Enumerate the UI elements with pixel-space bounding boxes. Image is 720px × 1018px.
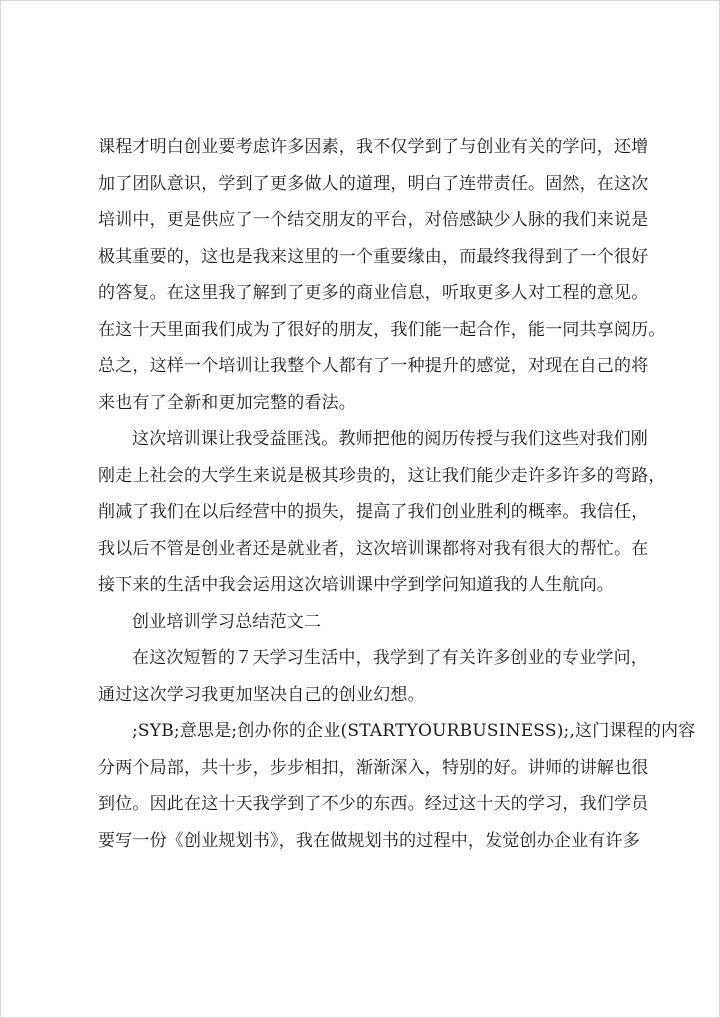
text-line: 刚走上社会的大学生来说是极其珍贵的，这让我们能少走许多许多的弯路， [98,465,666,486]
paragraph-start-line: 这次培训课让我受益匪浅。教师把他的阅历传授与我们这些对我们刚 [132,429,648,449]
text-line: 极其重要的，这也是我来这里的一个重要缘由，而最终我得到了一个很好 [98,246,649,267]
text-line: 来也有了全新和更加完整的看法。 [98,392,356,413]
text-line: 总之，这样一个培训让我整个人都有了一种提升的感觉，对现在自己的将 [98,356,649,376]
text-line: 的答复。在这里我了解到了更多的商业信息，听取更多人对工程的意见。 [98,283,649,303]
text-line: 在这十天里面我们成为了很好的朋友，我们能一起合作，能一同共享阅历。 [98,319,666,340]
text-line: 培训中，更是供应了一个结交朋友的平台，对倍感缺少人脉的我们来说是 [98,210,649,230]
document-body [98,129,696,859]
text-line: 分两个局部，共十步，步步相扣，渐渐深入，特别的好。讲师的讲解也很 [98,757,649,778]
paragraph-start-line: 在这次短暂的７天学习生活中，我学到了有关许多创业的专业学问， [132,648,648,668]
text-line: 削减了我们在以后经营中的损失，提高了我们创业胜利的概率。我信任， [98,502,649,522]
section-heading: 创业培训学习总结范文二 [132,611,322,632]
text-line: 通过这次学习我更加坚决自己的创业幻想。 [98,684,425,705]
text-line: 接下来的生活中我会运用这次培训课中学到学问知道我的人生航向。 [98,575,614,595]
text-line: 课程才明白创业要考虑许多因素，我不仅学到了与创业有关的学问，还增 [98,137,649,157]
text-line: 要写一份《创业规划书》，我在做规划书的过程中，发觉创办企业有许多 [98,830,640,851]
text-line: 加了团队意识，学到了更多做人的道理，明白了连带责任。固然，在这次 [98,173,649,194]
paragraph-start-line: ;SYB;意思是;创办你的企业(STARTYOURBUSINESS);,这门课程的内容 [132,721,696,741]
text-line: 到位。因此在这十天我学到了不少的东西。经过这十天的学习，我们学员 [98,794,649,814]
text-line: 我以后不管是创业者还是就业者，这次培训课都将对我有很大的帮忙。在 [98,538,649,559]
